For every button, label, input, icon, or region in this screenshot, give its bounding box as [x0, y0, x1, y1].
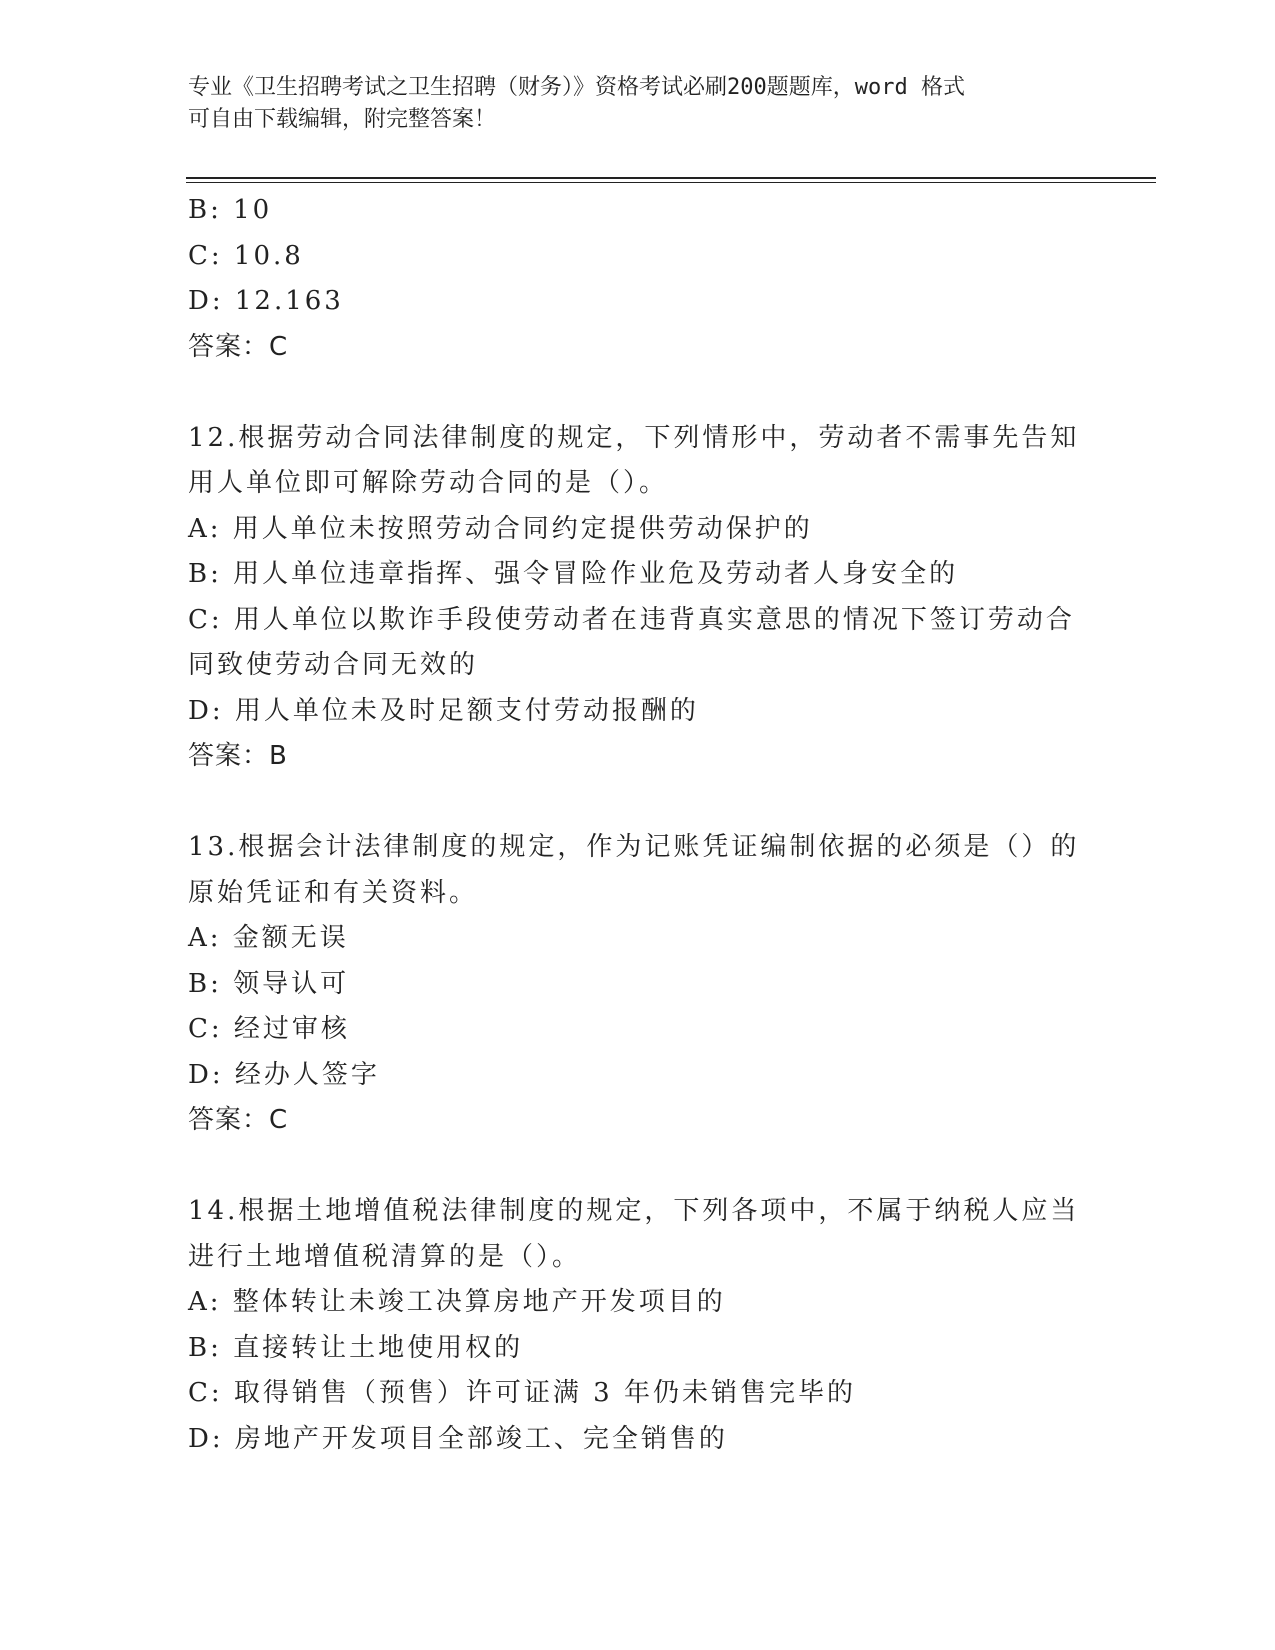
question-11-partial	[188, 188, 1088, 370]
spacer	[188, 370, 1088, 416]
question-list	[188, 188, 1088, 1462]
spacer	[188, 780, 1088, 826]
option-b: B: 用人单位违章指挥、强令冒险作业危及劳动者人身安全的	[188, 559, 959, 589]
question-14	[188, 1189, 1088, 1462]
option-d: D: 12.163	[188, 286, 344, 316]
question-stem: 进行土地增值税清算的是（）。	[188, 1241, 582, 1272]
question-stem: 14.根据土地增值税法律制度的规定，下列各项中，不属于纳税人应当	[188, 1196, 1080, 1226]
option-b: B: 领导认可	[188, 968, 350, 999]
answer-line: 答案：B	[188, 741, 288, 771]
spacer	[188, 1144, 1088, 1190]
question-stem: 13.根据会计法律制度的规定，作为记账凭证编制依据的必须是（）的	[188, 832, 1080, 862]
page-header	[188, 72, 1068, 136]
option-a: A: 金额无误	[188, 923, 349, 953]
option-a: A: 用人单位未按照劳动合同约定提供劳动保护的	[188, 513, 813, 544]
header-title-line2: 可自由下载编辑，附完整答案！	[188, 107, 497, 132]
option-a: A: 整体转让未竣工决算房地产开发项目的	[188, 1287, 726, 1317]
answer-line: 答案：C	[188, 331, 289, 362]
question-stem: 原始凭证和有关资料。	[188, 877, 479, 908]
option-d: D: 用人单位未及时足额支付劳动报酬的	[188, 695, 699, 726]
answer-line: 答案：C	[188, 1105, 289, 1135]
question-stem: 12.根据劳动合同法律制度的规定，下列情形中，劳动者不需事先告知	[188, 422, 1080, 453]
option-b: B: 10	[188, 195, 273, 225]
option-c-continued: 同致使劳动合同无效的	[188, 650, 479, 680]
option-c: C: 经过审核	[188, 1014, 350, 1044]
question-stem: 用人单位即可解除劳动合同的是（）。	[188, 468, 669, 498]
option-d: D: 房地产开发项目全部竣工、完全销售的	[188, 1423, 728, 1454]
option-c: C: 取得销售（预售）许可证满 3 年仍未销售完毕的	[188, 1378, 856, 1408]
header-divider-thin	[186, 182, 1156, 183]
option-c: C: 10.8	[188, 240, 304, 271]
option-b: B: 直接转让土地使用权的	[188, 1332, 524, 1363]
header-divider-thick	[186, 177, 1156, 179]
question-13	[188, 825, 1088, 1144]
option-c: C: 用人单位以欺诈手段使劳动者在违背真实意思的情况下签订劳动合	[188, 604, 1075, 635]
question-12	[188, 416, 1088, 780]
header-title-line1: 专业《卫生招聘考试之卫生招聘（财务）》资格考试必刷200题题库，word 格式	[188, 75, 965, 100]
option-d: D: 经办人签字	[188, 1059, 380, 1090]
